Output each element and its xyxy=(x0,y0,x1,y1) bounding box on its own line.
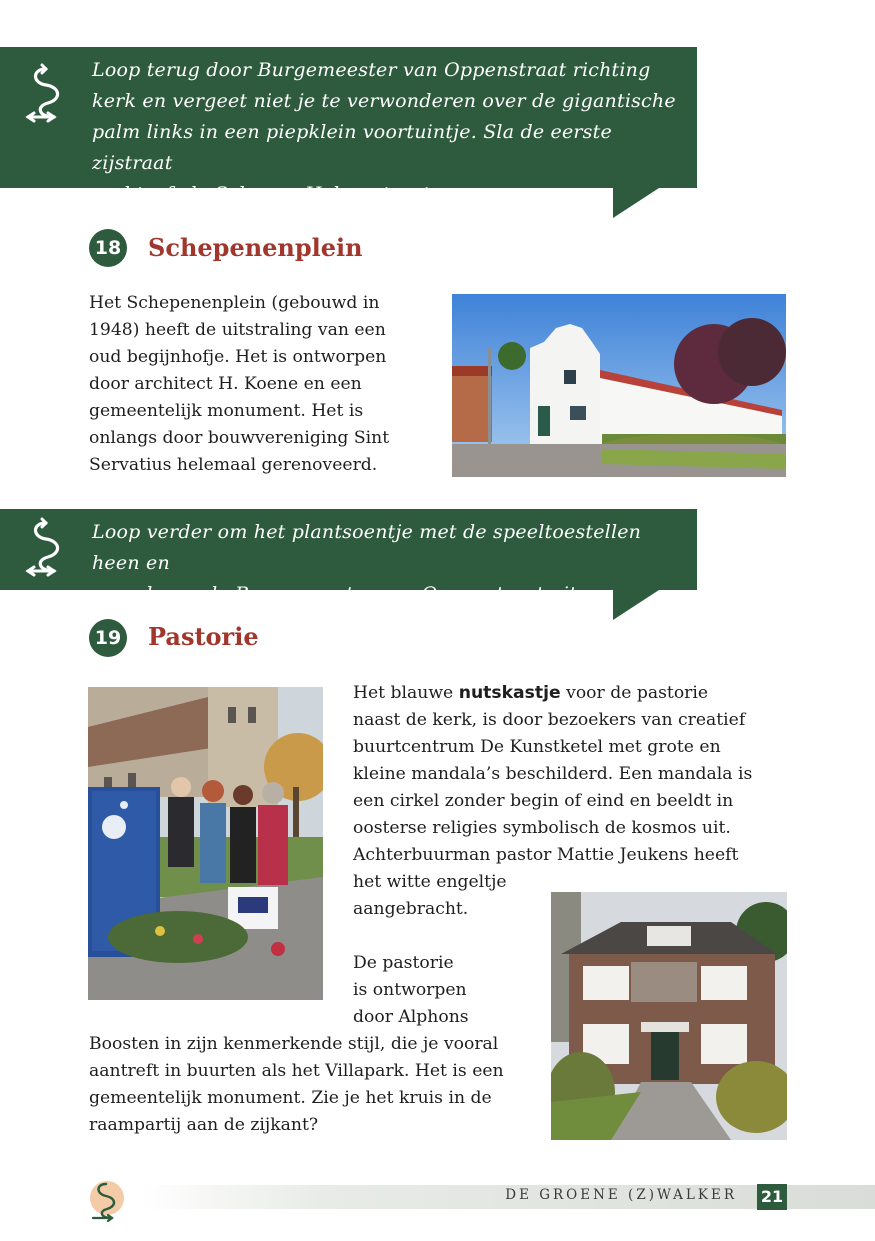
footer-title: DE GROENE (Z)WALKER xyxy=(505,1187,737,1203)
text-run: voor de pastorie xyxy=(560,683,709,703)
text-line: gemeentelijk monument. Het is xyxy=(89,401,364,421)
text-line: Het Schepenenplein (gebouwd in xyxy=(89,293,380,313)
text-line: oud begijnhofje. Het is ontworpen xyxy=(89,347,387,367)
pastorie-photo xyxy=(551,892,787,1140)
page-number: 21 xyxy=(757,1184,787,1210)
banner-1-line: palm links in een piepklein voortuintje. Sla de eerste zijstraat xyxy=(92,121,612,174)
section-number-badge: 19 xyxy=(89,619,127,657)
text-line: buurtcentrum De Kunstketel met grote en xyxy=(353,737,721,757)
text-line: naast de kerk, is door bezoekers van creatief xyxy=(353,710,746,730)
text-line: door Alphons xyxy=(353,1007,469,1027)
banner-2-line: vervolgens de Burgemeester van Oppenstraat uit. xyxy=(92,583,584,605)
text-line: door architect H. Koene en een xyxy=(89,374,362,394)
text-line: raampartij aan de zijkant? xyxy=(89,1115,319,1135)
text-line: Boosten in zijn kenmerkende stijl, die je vooral xyxy=(89,1034,499,1054)
schepenenplein-photo xyxy=(452,294,786,477)
banner-1-text xyxy=(92,55,677,210)
footer-logo-icon xyxy=(87,1178,127,1222)
text-line: De pastorie xyxy=(353,953,454,973)
text-line: een cirkel zonder begin of eind en beeldt in xyxy=(353,791,734,811)
text-line: Achterbuurman pastor Mattie Jeukens heeft xyxy=(353,845,739,865)
banner-2-text xyxy=(92,517,677,610)
bold-term: nutskastje xyxy=(458,683,561,703)
text-line: kleine mandala’s beschilderd. Een mandala is xyxy=(353,764,753,784)
banner-1-tail xyxy=(613,188,659,218)
banner-2-tail xyxy=(613,590,659,620)
banner-1-line: Loop terug door Burgemeester van Oppenstraat richting xyxy=(92,59,651,81)
text-line: aantreft in buurten als het Villapark. Het is een xyxy=(89,1061,504,1081)
section-title: Pastorie xyxy=(148,622,259,651)
banner-2-line: Loop verder om het plantsoentje met de speeltoestellen heen en xyxy=(92,521,642,574)
text-run: Het blauwe xyxy=(353,683,459,703)
banner-1-tail-edge xyxy=(613,186,659,188)
banner-1-line: rechtsaf, de Schepen Helgerstraat. xyxy=(92,183,437,205)
text-line: aangebracht. xyxy=(353,899,469,919)
text-line: gemeentelijk monument. Zie je het kruis in de xyxy=(89,1088,492,1108)
text-line: 1948) heeft de uitstraling van een xyxy=(89,320,386,340)
route-icon xyxy=(24,517,70,579)
section-title: Schepenenplein xyxy=(148,233,363,262)
text-line: oosterse religies symbolisch de kosmos uit. xyxy=(353,818,731,838)
text-line: onlangs door bouwvereniging Sint xyxy=(89,428,390,448)
direction-banner-1 xyxy=(0,47,697,205)
section-18-body xyxy=(89,290,439,479)
section-number-badge: 18 xyxy=(89,229,127,267)
text-line: Servatius helemaal gerenoveerd. xyxy=(89,455,378,475)
route-icon xyxy=(24,63,70,125)
nutskastje-photo xyxy=(88,687,323,1000)
text-line-first xyxy=(353,680,783,707)
text-line: het witte engeltje xyxy=(353,872,507,892)
text-line: is ontworpen xyxy=(353,980,467,1000)
banner-1-line: kerk en vergeet niet je te verwonderen over de gigantische xyxy=(92,90,676,112)
section-19-body-wide xyxy=(89,1031,539,1139)
direction-banner-2 xyxy=(0,509,697,605)
